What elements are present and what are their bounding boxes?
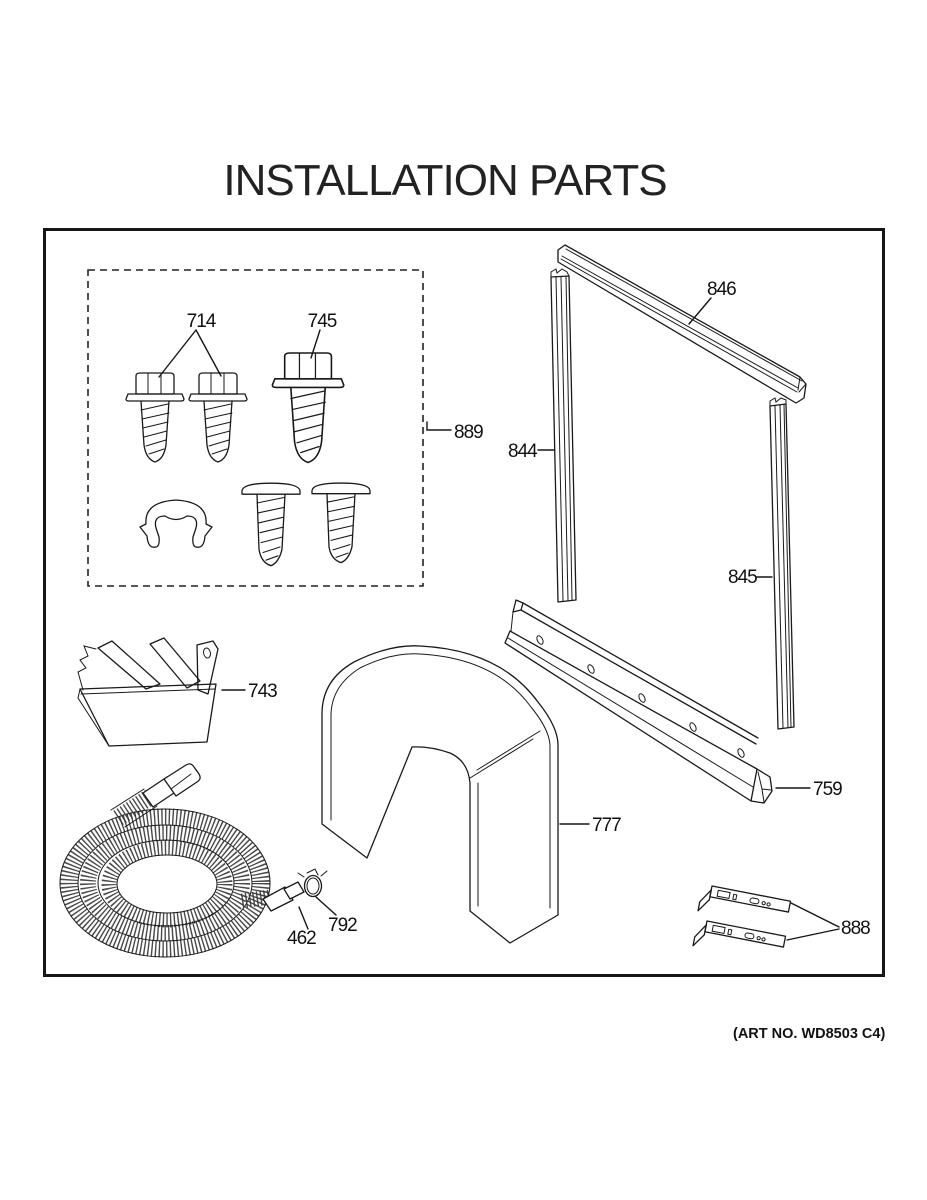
hex-screw-1	[126, 373, 184, 462]
hex-screw-large	[272, 353, 343, 462]
callout-743: 743	[248, 681, 277, 702]
top-trim-strip-846	[558, 245, 806, 403]
callout-leaders	[159, 298, 839, 940]
diagram-canvas	[46, 231, 882, 974]
side-brackets-888	[693, 884, 791, 962]
callout-759: 759	[813, 779, 842, 800]
pan-screw-2	[312, 483, 370, 563]
callout-889: 889	[454, 422, 483, 443]
right-trim-strip-845	[770, 398, 794, 729]
bottom-bracket-759	[505, 600, 772, 803]
diagram-frame	[43, 228, 885, 977]
callout-462: 462	[287, 928, 316, 949]
rivets	[536, 635, 746, 759]
clip-grommet	[140, 500, 212, 547]
callout-777: 777	[592, 815, 621, 836]
callout-792: 792	[328, 915, 357, 936]
callout-714: 714	[186, 311, 216, 332]
hex-screw-2	[189, 373, 247, 462]
page-title: INSTALLATION PARTS	[223, 156, 667, 205]
insulation-arch-777	[322, 646, 558, 943]
callout-845: 845	[728, 567, 757, 588]
mounting-bracket-743	[78, 638, 218, 746]
drain-hose-462	[60, 764, 304, 957]
callout-846: 846	[707, 279, 736, 300]
left-trim-strip-844	[551, 269, 576, 602]
hardware-kit-group	[88, 270, 423, 586]
callout-888: 888	[841, 918, 870, 939]
art-number: (ART NO. WD8503 C4)	[733, 1026, 886, 1042]
side-bracket-1	[698, 884, 791, 927]
side-bracket-2	[693, 919, 786, 962]
pan-screw-1	[242, 483, 300, 566]
callout-745: 745	[307, 311, 337, 332]
callout-844: 844	[508, 441, 537, 462]
